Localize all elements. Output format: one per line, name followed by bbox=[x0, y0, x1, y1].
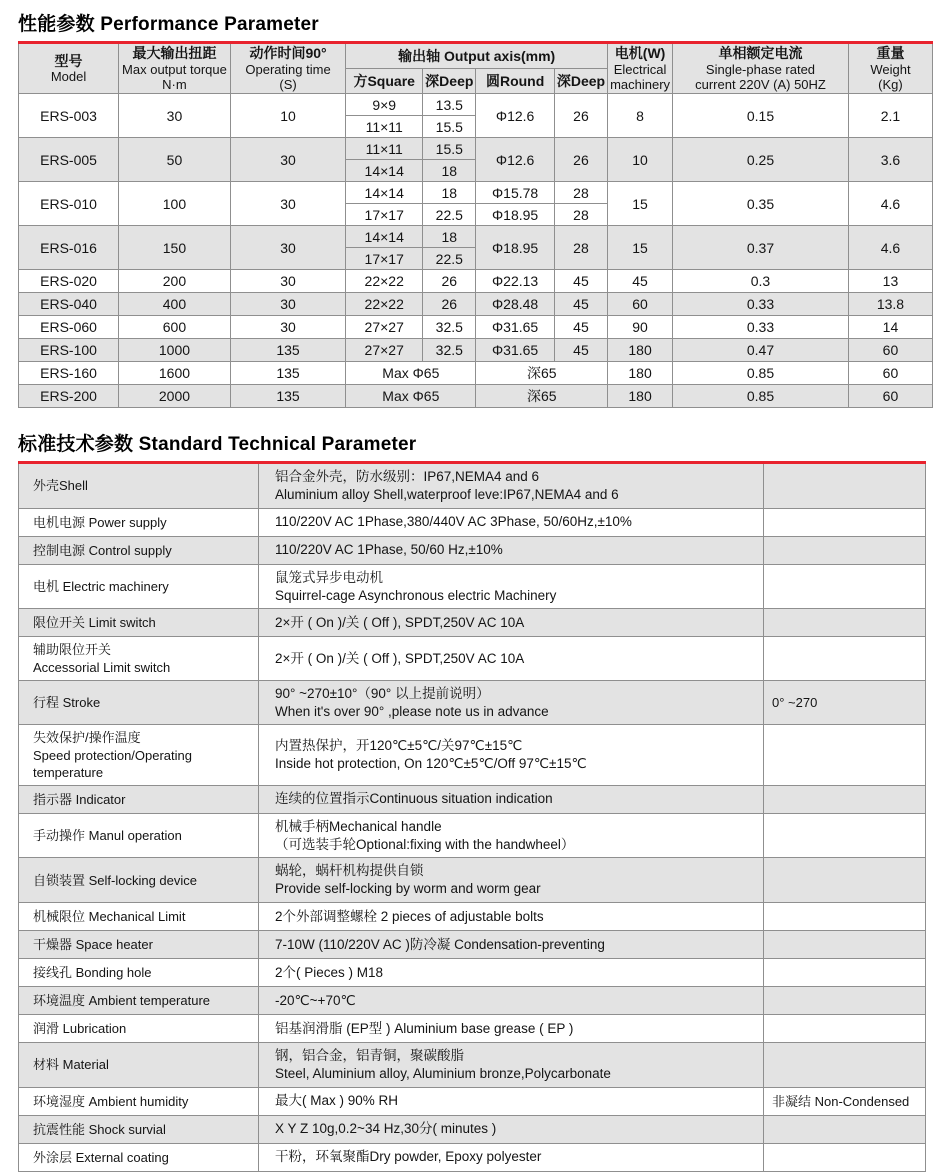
perf-cell: 0.85 bbox=[673, 385, 849, 408]
tech-param-value: 2×开 ( On )/关 ( Off ), SPDT,250V AC 10A bbox=[259, 637, 764, 680]
tech-param-note bbox=[764, 1015, 926, 1043]
perf-cell: Φ22.13 bbox=[476, 270, 554, 293]
col-header-rated-current: 单相额定电流 Single-phase rated current 220V (A) 50HZ bbox=[673, 43, 849, 94]
perf-cell: 2.1 bbox=[848, 94, 932, 138]
tech-table-row bbox=[19, 564, 926, 609]
tech-param-value: X Y Z 10g,0.2~34 Hz,30分( minutes ) bbox=[259, 1115, 764, 1143]
tech-table-row bbox=[19, 680, 926, 725]
perf-row-ers-200 bbox=[19, 385, 933, 408]
perf-cell: 10 bbox=[230, 94, 345, 138]
col-header-output-axis: 输出轴 Output axis(mm) bbox=[346, 43, 608, 69]
perf-cell: 135 bbox=[230, 362, 345, 385]
perf-cell: 45 bbox=[554, 316, 607, 339]
tech-param-value: 干粉，环氧聚酯Dry powder, Epoxy polyester bbox=[259, 1143, 764, 1171]
perf-cell: 22×22 bbox=[346, 270, 423, 293]
perf-cell: 30 bbox=[230, 316, 345, 339]
perf-cell: 45 bbox=[554, 293, 607, 316]
tech-param-value: 110/220V AC 1Phase, 50/60 Hz,±10% bbox=[259, 536, 764, 564]
perf-cell: 0.47 bbox=[673, 339, 849, 362]
tech-param-note bbox=[764, 536, 926, 564]
tech-table-row bbox=[19, 637, 926, 680]
tech-table-body bbox=[19, 463, 926, 1172]
perf-cell: Φ31.65 bbox=[476, 316, 554, 339]
perf-cell: 45 bbox=[608, 270, 673, 293]
perf-cell: 26 bbox=[423, 293, 476, 316]
perf-cell: 18 bbox=[423, 160, 476, 182]
tech-param-note bbox=[764, 637, 926, 680]
perf-cell: 180 bbox=[608, 339, 673, 362]
perf-cell: 28 bbox=[554, 182, 607, 204]
perf-cell: 15.5 bbox=[423, 138, 476, 160]
perf-cell-model: ERS-003 bbox=[19, 94, 119, 138]
perf-cell: 13.8 bbox=[848, 293, 932, 316]
col-header-operating-time: 动作时间90° Operating time (S) bbox=[230, 43, 345, 94]
perf-cell: 0.25 bbox=[673, 138, 849, 182]
perf-cell: 26 bbox=[423, 270, 476, 293]
perf-cell: 3.6 bbox=[848, 138, 932, 182]
perf-row-ers-040 bbox=[19, 293, 933, 316]
perf-cell: 400 bbox=[119, 293, 231, 316]
perf-cell-model: ERS-100 bbox=[19, 339, 119, 362]
perf-cell: Φ12.6 bbox=[476, 138, 554, 182]
tech-param-note bbox=[764, 931, 926, 959]
tech-param-label: 环境温度 Ambient temperature bbox=[19, 987, 259, 1015]
perf-cell: 8 bbox=[608, 94, 673, 138]
tech-table-row bbox=[19, 1115, 926, 1143]
col-header-square-deep: 深Deep bbox=[423, 69, 476, 94]
tech-param-value: 110/220V AC 1Phase,380/440V AC 3Phase, 50/60Hz,±10% bbox=[259, 508, 764, 536]
tech-param-label: 限位开关 Limit switch bbox=[19, 609, 259, 637]
perf-cell: 26 bbox=[554, 94, 607, 138]
perf-cell: 1000 bbox=[119, 339, 231, 362]
tech-table-row bbox=[19, 1015, 926, 1043]
perf-cell: 14×14 bbox=[346, 182, 423, 204]
perf-cell: 30 bbox=[230, 138, 345, 182]
perf-cell: 15 bbox=[608, 226, 673, 270]
perf-cell: 1600 bbox=[119, 362, 231, 385]
perf-cell: 90 bbox=[608, 316, 673, 339]
tech-param-value: 2个外部调整螺栓 2 pieces of adjustable bolts bbox=[259, 903, 764, 931]
perf-cell: 60 bbox=[608, 293, 673, 316]
tech-table-row bbox=[19, 785, 926, 813]
perf-cell-model: ERS-020 bbox=[19, 270, 119, 293]
perf-cell: 150 bbox=[119, 226, 231, 270]
perf-cell-model: ERS-200 bbox=[19, 385, 119, 408]
perf-cell: 18 bbox=[423, 226, 476, 248]
perf-cell: 13.5 bbox=[423, 94, 476, 116]
tech-param-note bbox=[764, 1115, 926, 1143]
col-header-square: 方Square bbox=[346, 69, 423, 94]
tech-table-row bbox=[19, 813, 926, 858]
perf-cell: 22.5 bbox=[423, 204, 476, 226]
perf-cell-model: ERS-016 bbox=[19, 226, 119, 270]
perf-cell: 11×11 bbox=[346, 116, 423, 138]
tech-param-note bbox=[764, 1043, 926, 1088]
perf-cell: 180 bbox=[608, 362, 673, 385]
tech-param-value: 2×开 ( On )/关 ( Off ), SPDT,250V AC 10A bbox=[259, 609, 764, 637]
tech-param-note bbox=[764, 813, 926, 858]
perf-cell: 32.5 bbox=[423, 316, 476, 339]
tech-param-note: 非凝结 Non-Condensed bbox=[764, 1087, 926, 1115]
perf-cell: 2000 bbox=[119, 385, 231, 408]
perf-cell: 0.33 bbox=[673, 316, 849, 339]
perf-cell-model: ERS-160 bbox=[19, 362, 119, 385]
perf-cell: 9×9 bbox=[346, 94, 423, 116]
perf-cell: 135 bbox=[230, 339, 345, 362]
perf-row-ers-100 bbox=[19, 339, 933, 362]
perf-row-ers-003 bbox=[19, 94, 933, 116]
tech-param-label: 接线孔 Bonding hole bbox=[19, 959, 259, 987]
tech-param-note bbox=[764, 785, 926, 813]
tech-table-row bbox=[19, 463, 926, 509]
perf-cell: 深65 bbox=[476, 385, 608, 408]
tech-table-row bbox=[19, 508, 926, 536]
tech-param-value: 铝合金外壳，防水级别：IP67,NEMA4 and 6 Aluminium alloy Shell,waterproof leve:IP67,NEMA4 and 6 bbox=[259, 463, 764, 509]
tech-param-label: 电机电源 Power supply bbox=[19, 508, 259, 536]
tech-param-value: 机械手柄Mechanical handle （可选装手轮Optional:fixing with the handwheel） bbox=[259, 813, 764, 858]
tech-param-note bbox=[764, 858, 926, 903]
perf-cell: Φ15.78 bbox=[476, 182, 554, 204]
col-header-round: 圆Round bbox=[476, 69, 554, 94]
perf-cell: 28 bbox=[554, 204, 607, 226]
perf-cell: 32.5 bbox=[423, 339, 476, 362]
perf-cell: 15 bbox=[608, 182, 673, 226]
perf-cell: 14 bbox=[848, 316, 932, 339]
perf-cell: 0.85 bbox=[673, 362, 849, 385]
tech-table-row bbox=[19, 1087, 926, 1115]
perf-cell: 135 bbox=[230, 385, 345, 408]
tech-table-row bbox=[19, 725, 926, 785]
tech-param-label: 电机 Electric machinery bbox=[19, 564, 259, 609]
perf-cell: 30 bbox=[119, 94, 231, 138]
perf-cell: 600 bbox=[119, 316, 231, 339]
perf-cell: 14×14 bbox=[346, 160, 423, 182]
tech-param-note bbox=[764, 508, 926, 536]
tech-table-row bbox=[19, 903, 926, 931]
perf-cell: 100 bbox=[119, 182, 231, 226]
tech-param-note bbox=[764, 564, 926, 609]
perf-cell: Φ18.95 bbox=[476, 204, 554, 226]
perf-cell: Φ31.65 bbox=[476, 339, 554, 362]
tech-param-value: 7-10W (110/220V AC )防冷凝 Condensation-preventing bbox=[259, 931, 764, 959]
perf-cell: 180 bbox=[608, 385, 673, 408]
perf-cell: 30 bbox=[230, 226, 345, 270]
tech-param-note bbox=[764, 959, 926, 987]
tech-param-label: 外壳Shell bbox=[19, 463, 259, 509]
tech-param-value: 蜗轮，蜗杆机构提供自锁 Provide self-locking by worm and worm gear bbox=[259, 858, 764, 903]
tech-param-label: 失效保护/操作温度 Speed protection/Operating temperature bbox=[19, 725, 259, 785]
tech-param-label: 环境湿度 Ambient humidity bbox=[19, 1087, 259, 1115]
tech-param-label: 辅助限位开关 Accessorial Limit switch bbox=[19, 637, 259, 680]
perf-cell: 13 bbox=[848, 270, 932, 293]
tech-param-value: 连续的位置指示Continuous situation indication bbox=[259, 785, 764, 813]
perf-cell: 0.35 bbox=[673, 182, 849, 226]
perf-cell: 0.33 bbox=[673, 293, 849, 316]
tech-param-note bbox=[764, 463, 926, 509]
technical-table bbox=[18, 461, 926, 1172]
performance-table bbox=[18, 41, 933, 408]
col-header-torque: 最大输出扭距 Max output torque N·m bbox=[119, 43, 231, 94]
perf-cell-model: ERS-040 bbox=[19, 293, 119, 316]
perf-cell: 30 bbox=[230, 182, 345, 226]
perf-cell: 30 bbox=[230, 293, 345, 316]
perf-cell: 200 bbox=[119, 270, 231, 293]
perf-cell: 17×17 bbox=[346, 248, 423, 270]
tech-param-label: 抗震性能 Shock survial bbox=[19, 1115, 259, 1143]
perf-cell: Φ12.6 bbox=[476, 94, 554, 138]
tech-param-value: 鼠笼式异步电动机 Squirrel-cage Asynchronous electric Machinery bbox=[259, 564, 764, 609]
tech-param-note bbox=[764, 987, 926, 1015]
tech-param-value: 90° ~270±10°（90° 以上提前说明） When it's over 90° ,please note us in advance bbox=[259, 680, 764, 725]
perf-cell: 深65 bbox=[476, 362, 608, 385]
perf-row-ers-160 bbox=[19, 362, 933, 385]
tech-param-label: 指示器 Indicator bbox=[19, 785, 259, 813]
performance-section-title: 性能参数 Performance Parameter bbox=[18, 14, 319, 35]
tech-table-row bbox=[19, 931, 926, 959]
tech-param-label: 机械限位 Mechanical Limit bbox=[19, 903, 259, 931]
perf-cell: 0.37 bbox=[673, 226, 849, 270]
tech-param-value: 内置热保护，开120℃±5℃/关97℃±15℃ Inside hot protection, On 120℃±5℃/Off 97℃±15℃ bbox=[259, 725, 764, 785]
perf-row-ers-016 bbox=[19, 226, 933, 248]
tech-table-row bbox=[19, 1043, 926, 1088]
perf-cell: 15.5 bbox=[423, 116, 476, 138]
perf-row-ers-005 bbox=[19, 138, 933, 160]
perf-cell: 26 bbox=[554, 138, 607, 182]
perf-cell: Max Φ65 bbox=[346, 362, 476, 385]
tech-table-row bbox=[19, 1143, 926, 1171]
perf-cell: 60 bbox=[848, 339, 932, 362]
tech-table-row bbox=[19, 536, 926, 564]
perf-cell: Max Φ65 bbox=[346, 385, 476, 408]
perf-cell: 45 bbox=[554, 270, 607, 293]
tech-table-row bbox=[19, 858, 926, 903]
perf-cell-model: ERS-060 bbox=[19, 316, 119, 339]
perf-cell: 0.3 bbox=[673, 270, 849, 293]
tech-table-row bbox=[19, 959, 926, 987]
perf-cell: 4.6 bbox=[848, 182, 932, 226]
col-header-motor: 电机(W) Electrical machinery bbox=[608, 43, 673, 94]
tech-param-note bbox=[764, 609, 926, 637]
perf-cell: 27×27 bbox=[346, 316, 423, 339]
perf-cell: 4.6 bbox=[848, 226, 932, 270]
perf-row-ers-010 bbox=[19, 182, 933, 204]
tech-param-label: 控制电源 Control supply bbox=[19, 536, 259, 564]
perf-cell: 18 bbox=[423, 182, 476, 204]
perf-cell: 50 bbox=[119, 138, 231, 182]
perf-cell: 60 bbox=[848, 385, 932, 408]
perf-cell: 11×11 bbox=[346, 138, 423, 160]
perf-cell: 60 bbox=[848, 362, 932, 385]
perf-cell: 27×27 bbox=[346, 339, 423, 362]
tech-table-row bbox=[19, 609, 926, 637]
tech-param-label: 干燥器 Space heater bbox=[19, 931, 259, 959]
perf-cell: 14×14 bbox=[346, 226, 423, 248]
perf-cell: 0.15 bbox=[673, 94, 849, 138]
tech-param-label: 自锁装置 Self-locking device bbox=[19, 858, 259, 903]
tech-param-label: 外涂层 External coating bbox=[19, 1143, 259, 1171]
perf-cell: 45 bbox=[554, 339, 607, 362]
perf-cell-model: ERS-010 bbox=[19, 182, 119, 226]
perf-cell: 22.5 bbox=[423, 248, 476, 270]
perf-cell: Φ18.95 bbox=[476, 226, 554, 270]
technical-section-title: 标准技术参数 Standard Technical Parameter bbox=[18, 434, 417, 456]
tech-table-row bbox=[19, 987, 926, 1015]
perf-cell: 22×22 bbox=[346, 293, 423, 316]
tech-param-value: 铝基润滑脂 (EP型 ) Aluminium base grease ( EP ) bbox=[259, 1015, 764, 1043]
tech-param-label: 行程 Stroke bbox=[19, 680, 259, 725]
col-header-round-deep: 深Deep bbox=[554, 69, 607, 94]
tech-param-label: 手动操作 Manul operation bbox=[19, 813, 259, 858]
perf-cell-model: ERS-005 bbox=[19, 138, 119, 182]
tech-param-value: 最大( Max ) 90% RH bbox=[259, 1087, 764, 1115]
tech-param-label: 润滑 Lubrication bbox=[19, 1015, 259, 1043]
perf-cell: 10 bbox=[608, 138, 673, 182]
tech-param-note bbox=[764, 725, 926, 785]
tech-param-label: 材料 Material bbox=[19, 1043, 259, 1088]
perf-cell: 17×17 bbox=[346, 204, 423, 226]
perf-row-ers-060 bbox=[19, 316, 933, 339]
tech-param-value: -20℃~+70℃ bbox=[259, 987, 764, 1015]
col-header-weight: 重量 Weight (Kg) bbox=[848, 43, 932, 94]
col-header-model: 型号 Model bbox=[19, 43, 119, 94]
perf-cell: 30 bbox=[230, 270, 345, 293]
perf-row-ers-020 bbox=[19, 270, 933, 293]
perf-cell: 28 bbox=[554, 226, 607, 270]
tech-param-value: 钢，铝合金，铝青铜，聚碳酸脂 Steel, Aluminium alloy, Aluminium bronze,Polycarbonate bbox=[259, 1043, 764, 1088]
tech-param-value: 2个( Pieces ) M18 bbox=[259, 959, 764, 987]
tech-param-note bbox=[764, 1143, 926, 1171]
tech-param-note: 0° ~270 bbox=[764, 680, 926, 725]
perf-cell: Φ28.48 bbox=[476, 293, 554, 316]
tech-param-note bbox=[764, 903, 926, 931]
